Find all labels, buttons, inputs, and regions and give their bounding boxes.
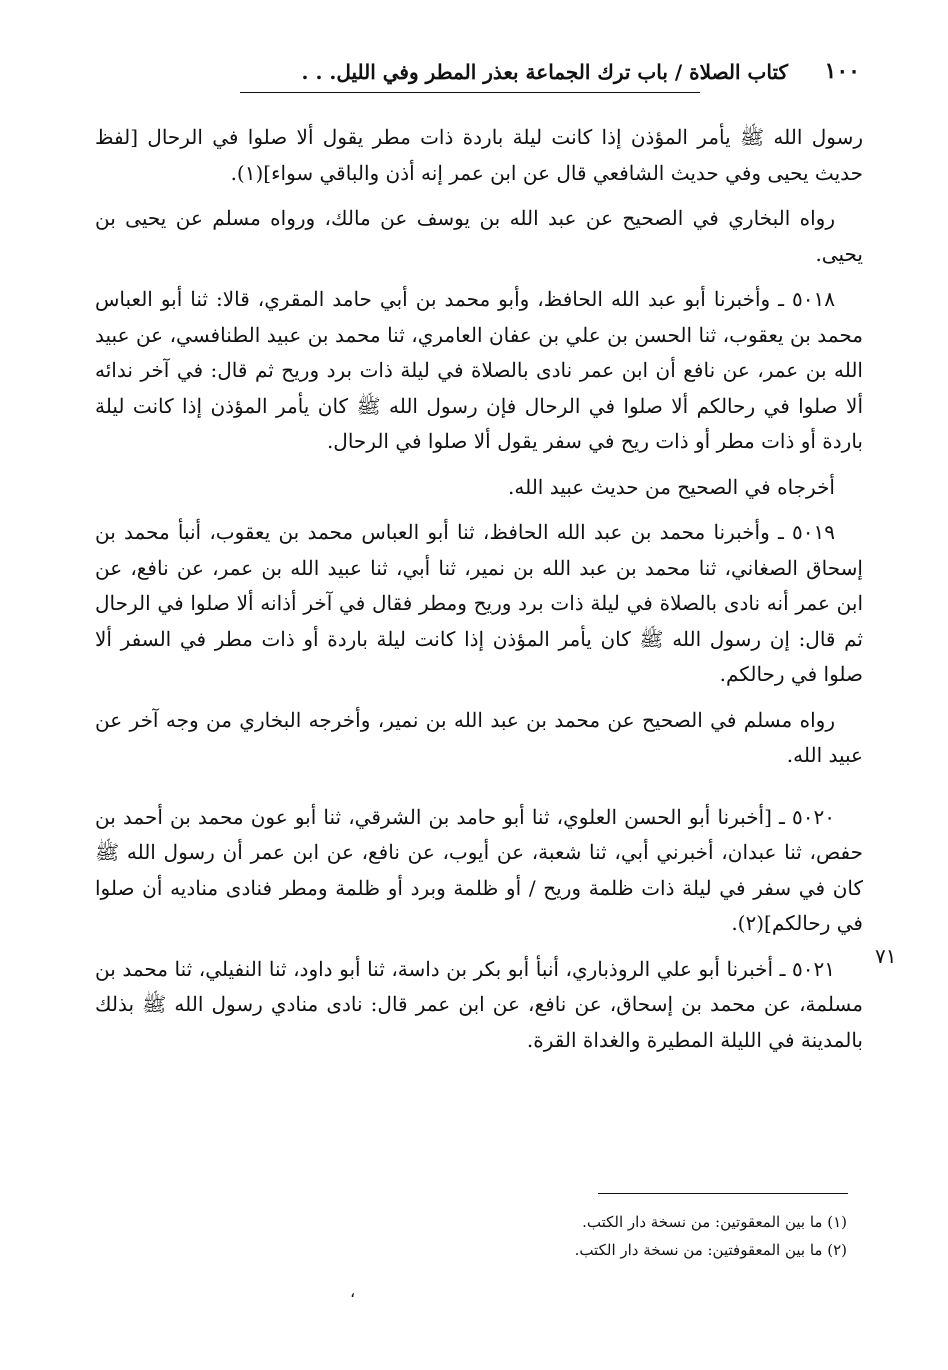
header-rule	[240, 92, 700, 93]
running-header	[90, 58, 860, 90]
paragraph-commentary: رواه البخاري في الصحيح عن عبد الله بن يوسف عن مالك، ورواه مسلم عن يحيى بن يحيى.	[95, 206, 863, 266]
paragraph-continuation: رسول الله ﷺ يأمر المؤذن إذا كانت ليلة باردة ذات مطر يقول ألا صلوا في الرحال [لفظ حديث يحيى وفي حديث الشافعي قال عن ابن عمر إنه أذن والباقي سواء](١).	[95, 125, 863, 185]
footnotes	[95, 1208, 847, 1264]
hadith-5019: ٥٠١٩ ـ وأخبرنا محمد بن عبد الله الحافظ، ثنا أبو العباس محمد بن يعقوب، أنبأ محمد بن إسحاق الصغاني، ثنا محمد بن عبد الله بن نمير، ثنا أبي، ثنا عبيد الله بن عمر، عن نافع، عن ابن عمر أنه نادى بالصلاة في ليلة ذات برد وريح ومطر فقال في آخر أذانه ألا صلوا في الرحال ثم قال: إن رسول الله ﷺ كان يأمر المؤذن إذا كانت ليلة باردة أو ذات مطر في السفر ألا صلوا في رحالكم.	[95, 520, 863, 686]
paragraph-commentary: رواه مسلم في الصحيح عن محمد بن عبد الله بن نمير، وأخرجه البخاري من وجه آخر عن عبيد الله.	[95, 707, 863, 767]
footnote-2: (٢) ما بين المعقوفتين: من نسخة دار الكتب.	[574, 1241, 847, 1259]
hadith-5020: ٥٠٢٠ ـ [أخبرنا أبو الحسن العلوي، ثنا أبو حامد بن الشرقي، ثنا أبو عون محمد بن أحمد بن حفص، ثنا عبدان، أخبرني أبي، ثنا شعبة، عن أيوب، عن نافع، عن ابن عمر أن رسول الله ﷺ كان في سفر في ليلة ذات ظلمة وريح / أو ظلمة وبرد أو ظلمة ومطر فنادى مناديه أن صلوا في رحالكم](٢).	[95, 804, 863, 935]
bottom-mark: ،	[350, 1282, 356, 1301]
running-header-title: كتاب الصلاة / باب ترك الجماعة بعذر المطر وفي الليل. . .	[301, 60, 788, 84]
margin-folio-number: ٧١	[875, 944, 897, 968]
page-number: ١٠٠	[824, 58, 860, 84]
footnote-rule	[598, 1193, 848, 1194]
paragraph-commentary: أخرجاه في الصحيح من حديث عبيد الله.	[508, 474, 835, 499]
footnote-1: (١) ما بين المعقوتين: من نسخة دار الكتب.	[582, 1213, 847, 1231]
main-text	[95, 120, 863, 1068]
hadith-5018: ٥٠١٨ ـ وأخبرنا أبو عبد الله الحافظ، وأبو محمد بن أبي حامد المقري، قالا: ثنا أبو العباس محمد بن يعقوب، ثنا الحسن بن علي بن عفان العامري، ثنا محمد بن عبيد الطنافسي، عن عبيد الله بن عمر، عن نافع أن ابن عمر نادى بالصلاة في ليلة ذات برد وريح ثم قال: في آخر ندائه ألا صلوا في رحالكم ألا صلوا في الرحال فإن رسول الله ﷺ كان يأمر المؤذن إذا كانت ليلة باردة أو ذات مطر أو ذات ريح في سفر يقول ألا صلوا في الرحال.	[95, 287, 863, 453]
hadith-5021: ٥٠٢١ ـ أخبرنا أبو علي الروذباري، أنبأ أبو بكر بن داسة، ثنا أبو داود، ثنا النفيلي، ثنا محمد بن مسلمة، عن محمد بن إسحاق، عن نافع، عن ابن عمر قال: نادى منادي رسول الله ﷺ بذلك بالمدينة في الليلة المطيرة والغداة القرة.	[95, 956, 863, 1052]
